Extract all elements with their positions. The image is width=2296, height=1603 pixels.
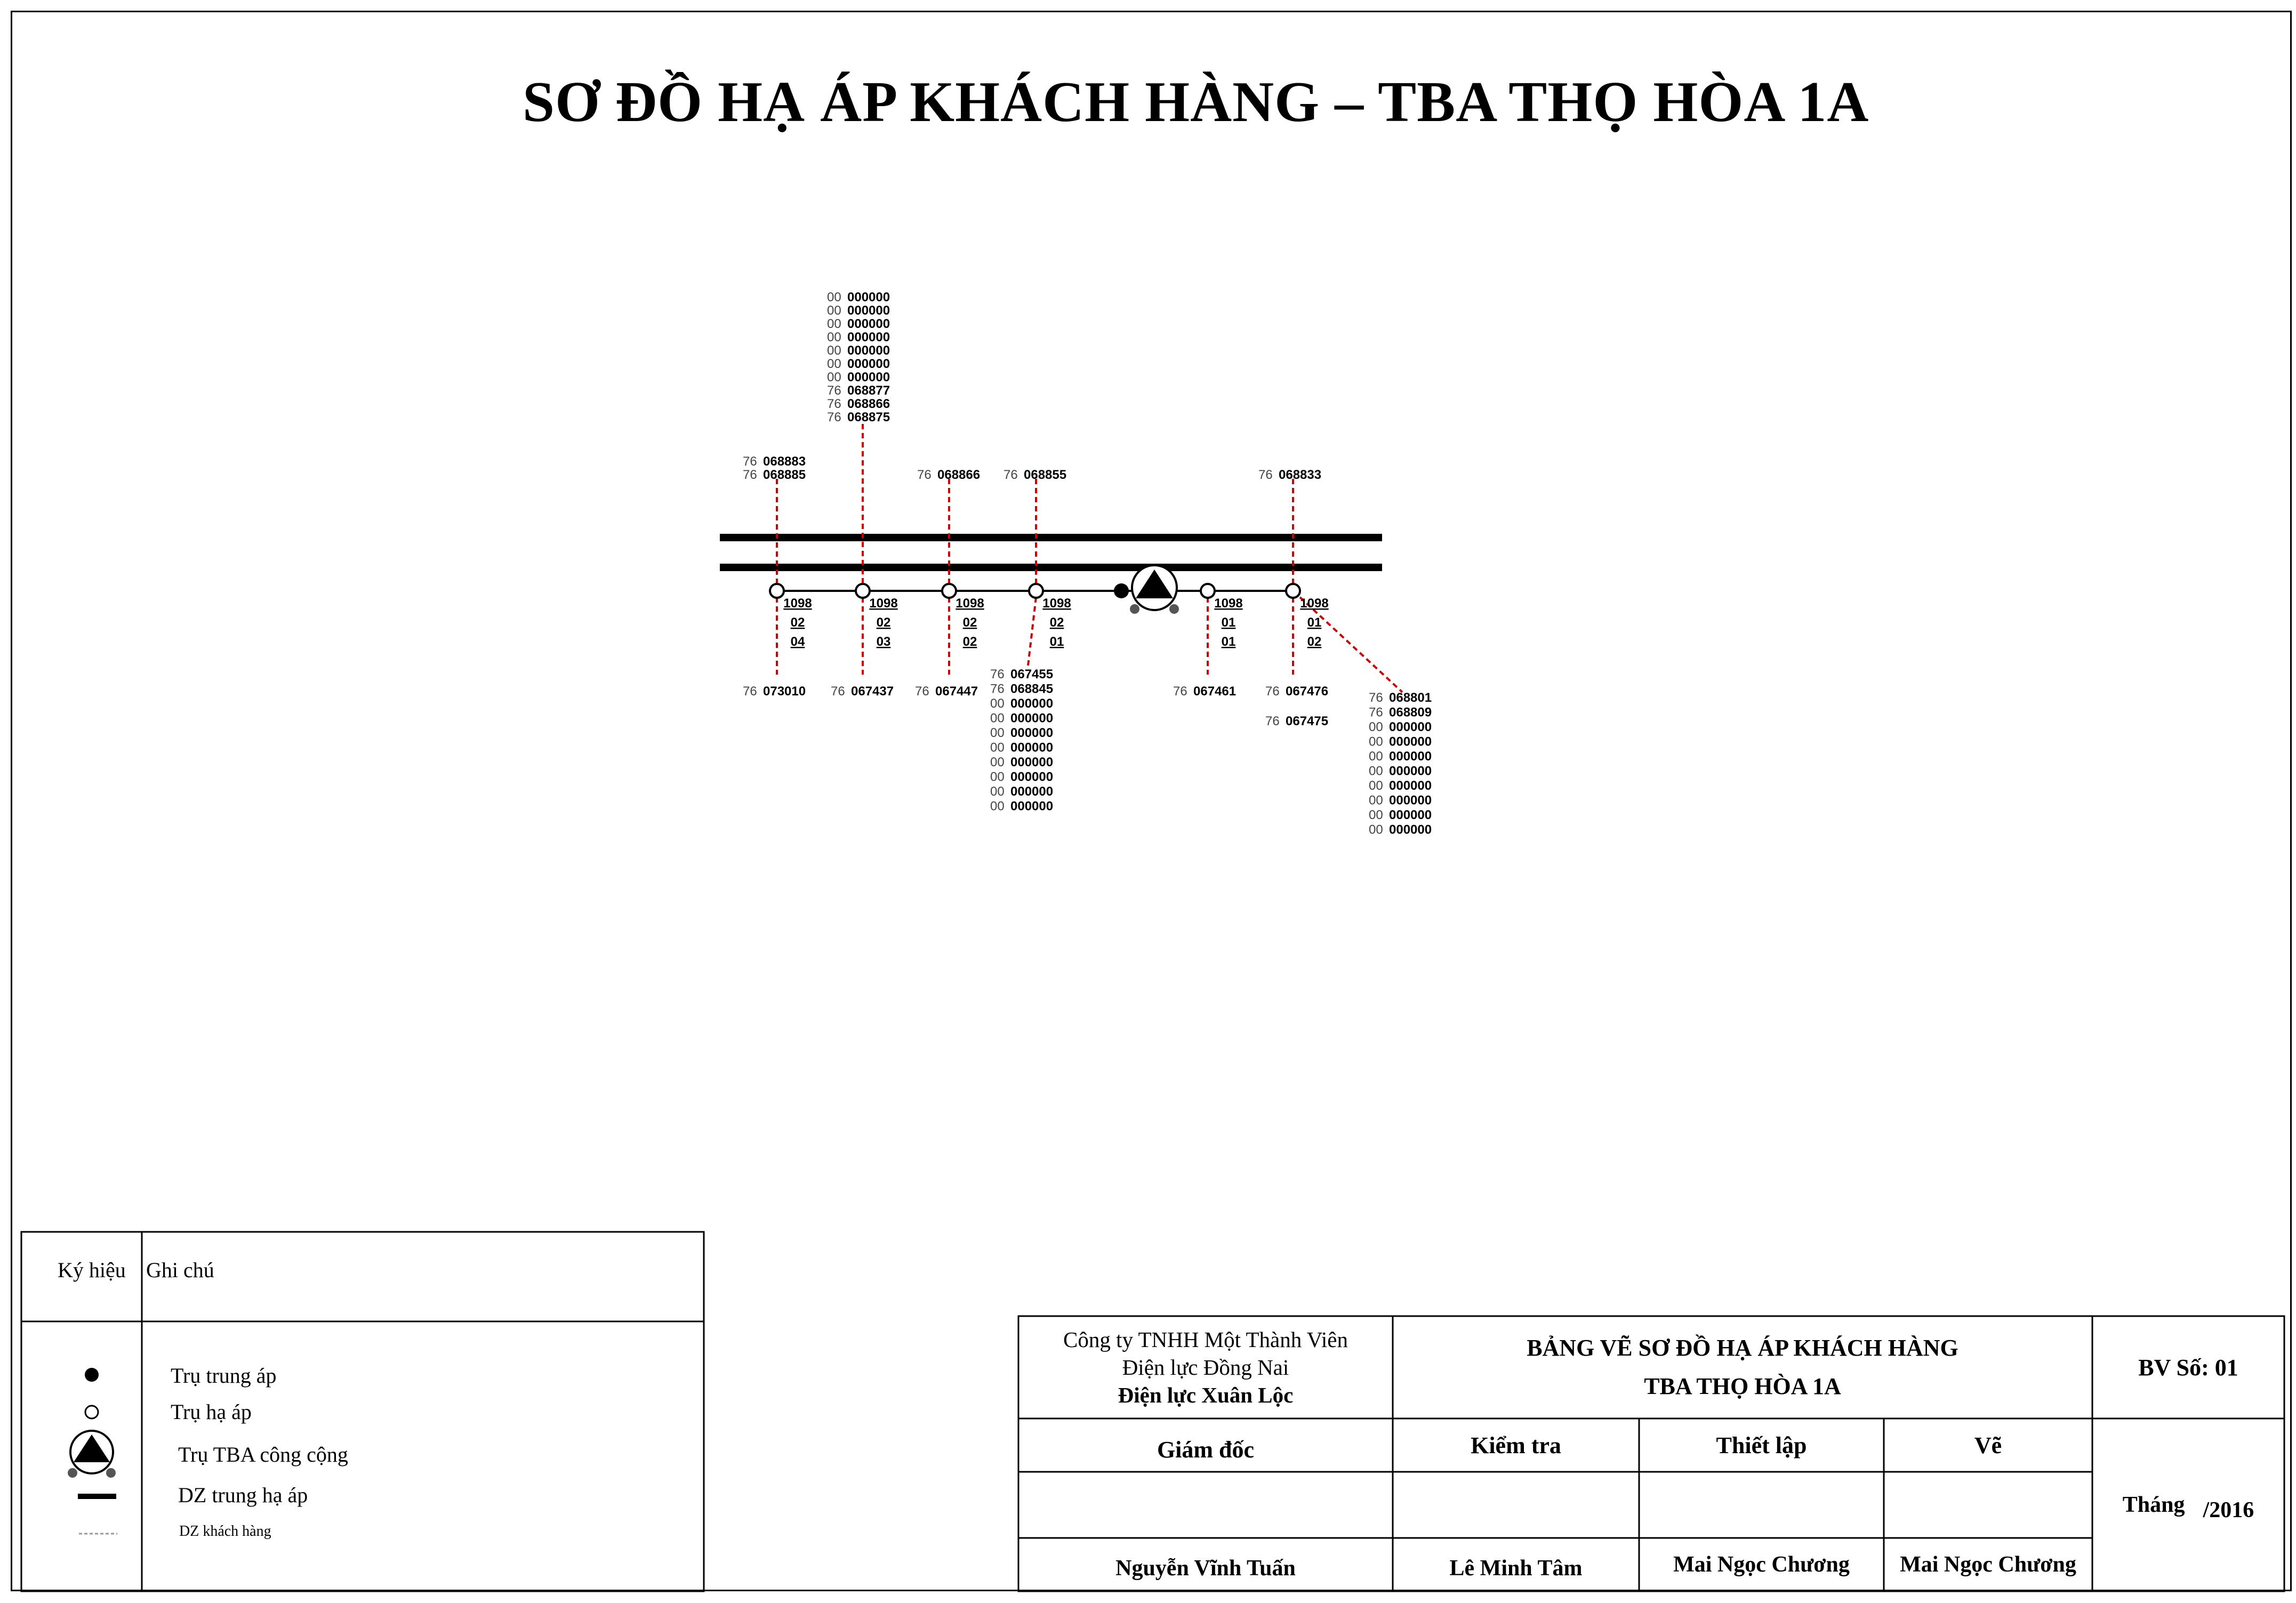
customer-code-prefix: 76 [1369, 705, 1383, 720]
customer-code: 000000 [1010, 755, 1054, 770]
role-director: Giám đốc [1157, 1436, 1255, 1463]
customer-code: 000000 [1010, 726, 1054, 740]
name-director: Nguyễn Vĩnh Tuấn [1115, 1556, 1296, 1581]
customer-code: 000000 [1010, 799, 1054, 814]
customer-code-prefix: 00 [827, 343, 841, 358]
customer-code: 000000 [1010, 696, 1054, 711]
pole-id: 1098 [1300, 596, 1329, 611]
customer-code-prefix: 00 [827, 357, 841, 371]
customer-code: 068801 [1389, 691, 1432, 705]
drawing-title-block [1394, 1317, 2091, 1417]
customer-code-prefix: 00 [990, 784, 1005, 799]
customer-code: 000000 [1389, 764, 1432, 779]
role-designer: Thiết lập [1716, 1432, 1807, 1458]
customer-code: 000000 [1389, 808, 1432, 822]
customer-code: 000000 [1010, 784, 1054, 799]
customer-code: 068845 [1010, 682, 1054, 696]
customer-code: 068883 [763, 454, 806, 469]
customer-code: 000000 [1389, 734, 1432, 749]
customer-code-prefix: 00 [1369, 749, 1383, 764]
customer-code: 068885 [763, 468, 806, 482]
pole-number: 01 [1221, 635, 1236, 649]
customer-code: 000000 [847, 343, 890, 358]
customer-code: 068809 [1389, 705, 1432, 720]
customer-code-prefix: 76 [827, 410, 841, 424]
drawing-title-line-1: BẢNG VẼ SƠ ĐỒ HẠ ÁP KHÁCH HÀNG [1527, 1335, 1958, 1361]
customer-code-prefix: 76 [917, 468, 932, 482]
pole-branch: 01 [1307, 615, 1322, 630]
customer-code: 000000 [1010, 770, 1054, 784]
customer-code: 000000 [1389, 749, 1432, 764]
pole-number: 02 [962, 635, 977, 649]
customer-code: 000000 [1389, 779, 1432, 793]
customer-code-prefix: 76 [827, 397, 841, 411]
customer-code: 068866 [847, 397, 890, 411]
customer-code-prefix: 00 [990, 726, 1005, 740]
pole-branch: 02 [962, 615, 977, 630]
customer-code-prefix: 00 [990, 740, 1005, 755]
customer-code: 068877 [847, 383, 890, 398]
legend-item-substation: Trụ TBA công cộng [178, 1442, 348, 1466]
customer-code: 000000 [847, 303, 890, 318]
customer-code-prefix: 76 [1265, 684, 1280, 699]
page-title: SƠ ĐỒ HẠ ÁP KHÁCH HÀNG – TBA THỌ HÒA 1A [523, 70, 1869, 134]
pole-number: 04 [790, 635, 805, 649]
customer-code: 068875 [847, 410, 890, 424]
customer-code: 067437 [851, 684, 894, 699]
name-checker: Lê Minh Tâm [1449, 1556, 1583, 1581]
customer-code-prefix: 00 [827, 290, 841, 304]
customer-code-prefix: 00 [827, 303, 841, 318]
customer-code: 067475 [1286, 714, 1329, 728]
customer-code-prefix: 00 [827, 317, 841, 331]
customer-code-prefix: 00 [990, 770, 1005, 784]
customer-code-prefix: 00 [1369, 808, 1383, 822]
company-line-2: Điện lực Đồng Nai [1122, 1355, 1289, 1380]
role-checker: Kiểm tra [1471, 1432, 1561, 1458]
customer-code: 000000 [847, 370, 890, 384]
role-drafter: Vẽ [1974, 1432, 2002, 1458]
customer-code-prefix: 00 [990, 696, 1005, 711]
customer-code: 068866 [937, 468, 981, 482]
legend-item-mv-lv-line: DZ trung hạ áp [178, 1483, 308, 1507]
pole-branch: 02 [790, 615, 805, 630]
customer-code: 067455 [1010, 667, 1054, 682]
legend-item-mv-pole: Trụ trung áp [171, 1364, 277, 1388]
customer-code: 067476 [1286, 684, 1329, 699]
company-block [1019, 1317, 1392, 1417]
customer-code-prefix: 00 [827, 330, 841, 344]
customer-code: 068855 [1024, 468, 1067, 482]
customer-code-prefix: 00 [1369, 734, 1383, 749]
pole-number: 02 [1307, 635, 1322, 649]
customer-code: 068833 [1279, 468, 1322, 482]
pole-id: 1098 [783, 596, 812, 611]
pole-branch: 01 [1221, 615, 1236, 630]
customer-code-prefix: 76 [743, 684, 757, 699]
pole-id: 1098 [1042, 596, 1071, 611]
pole-id: 1098 [956, 596, 984, 611]
pole-id: 1098 [1214, 596, 1243, 611]
customer-code-prefix: 76 [743, 454, 757, 469]
customer-code: 000000 [1389, 720, 1432, 734]
drawing-number: BV Số: 01 [2138, 1354, 2238, 1381]
month-label: Tháng [2122, 1493, 2185, 1517]
date-block [2093, 1420, 2283, 1590]
customer-code-prefix: 00 [1369, 764, 1383, 779]
customer-code-prefix: 76 [990, 682, 1005, 696]
customer-code-prefix: 76 [990, 667, 1005, 682]
year-value: /2016 [2203, 1498, 2254, 1522]
customer-code-prefix: 00 [990, 711, 1005, 726]
customer-code-prefix: 76 [831, 684, 845, 699]
customer-code: 067447 [935, 684, 978, 699]
customer-code: 000000 [847, 317, 890, 331]
pole-number: 01 [1049, 635, 1064, 649]
customer-code-prefix: 00 [1369, 720, 1383, 734]
customer-code: 000000 [1389, 822, 1432, 837]
customer-code-prefix: 76 [1265, 714, 1280, 728]
customer-code-prefix: 76 [915, 684, 929, 699]
customer-code: 067461 [1193, 684, 1237, 699]
pole-branch: 02 [876, 615, 891, 630]
customer-code-prefix: 00 [990, 755, 1005, 770]
customer-code-prefix: 00 [1369, 779, 1383, 793]
company-line-1: Công ty TNHH Một Thành Viên [1063, 1327, 1348, 1352]
customer-code-prefix: 76 [1369, 691, 1383, 705]
company-line-3: Điện lực Xuân Lộc [1118, 1383, 1294, 1407]
customer-code-prefix: 00 [1369, 793, 1383, 808]
customer-code-prefix: 76 [1173, 684, 1187, 699]
customer-code: 000000 [847, 357, 890, 371]
customer-code-prefix: 76 [827, 383, 841, 398]
drawing-title-line-2: TBA THỌ HÒA 1A [1644, 1373, 1841, 1399]
legend-header-note: Ghi chú [146, 1258, 214, 1282]
customer-code-prefix: 76 [743, 468, 757, 482]
legend-item-customer-line: DZ khách hàng [179, 1523, 271, 1540]
pole-branch: 02 [1049, 615, 1064, 630]
customer-code-prefix: 76 [1258, 468, 1273, 482]
customer-code-prefix: 76 [1004, 468, 1018, 482]
customer-code: 000000 [847, 330, 890, 344]
name-designer: Mai Ngọc Chương [1673, 1552, 1850, 1577]
customer-code-prefix: 00 [1369, 822, 1383, 837]
customer-code: 073010 [763, 684, 806, 699]
customer-code: 000000 [1010, 740, 1054, 755]
customer-code: 000000 [1389, 793, 1432, 808]
pole-number: 03 [876, 635, 891, 649]
legend-item-lv-pole: Trụ hạ áp [171, 1400, 252, 1424]
pole-id: 1098 [869, 596, 898, 611]
customer-code-prefix: 00 [990, 799, 1005, 814]
name-drafter: Mai Ngọc Chương [1900, 1552, 2076, 1577]
customer-code: 000000 [1010, 711, 1054, 726]
legend-header-symbol: Ký hiệu [58, 1258, 126, 1282]
customer-code: 000000 [847, 290, 890, 304]
customer-code-prefix: 00 [827, 370, 841, 384]
